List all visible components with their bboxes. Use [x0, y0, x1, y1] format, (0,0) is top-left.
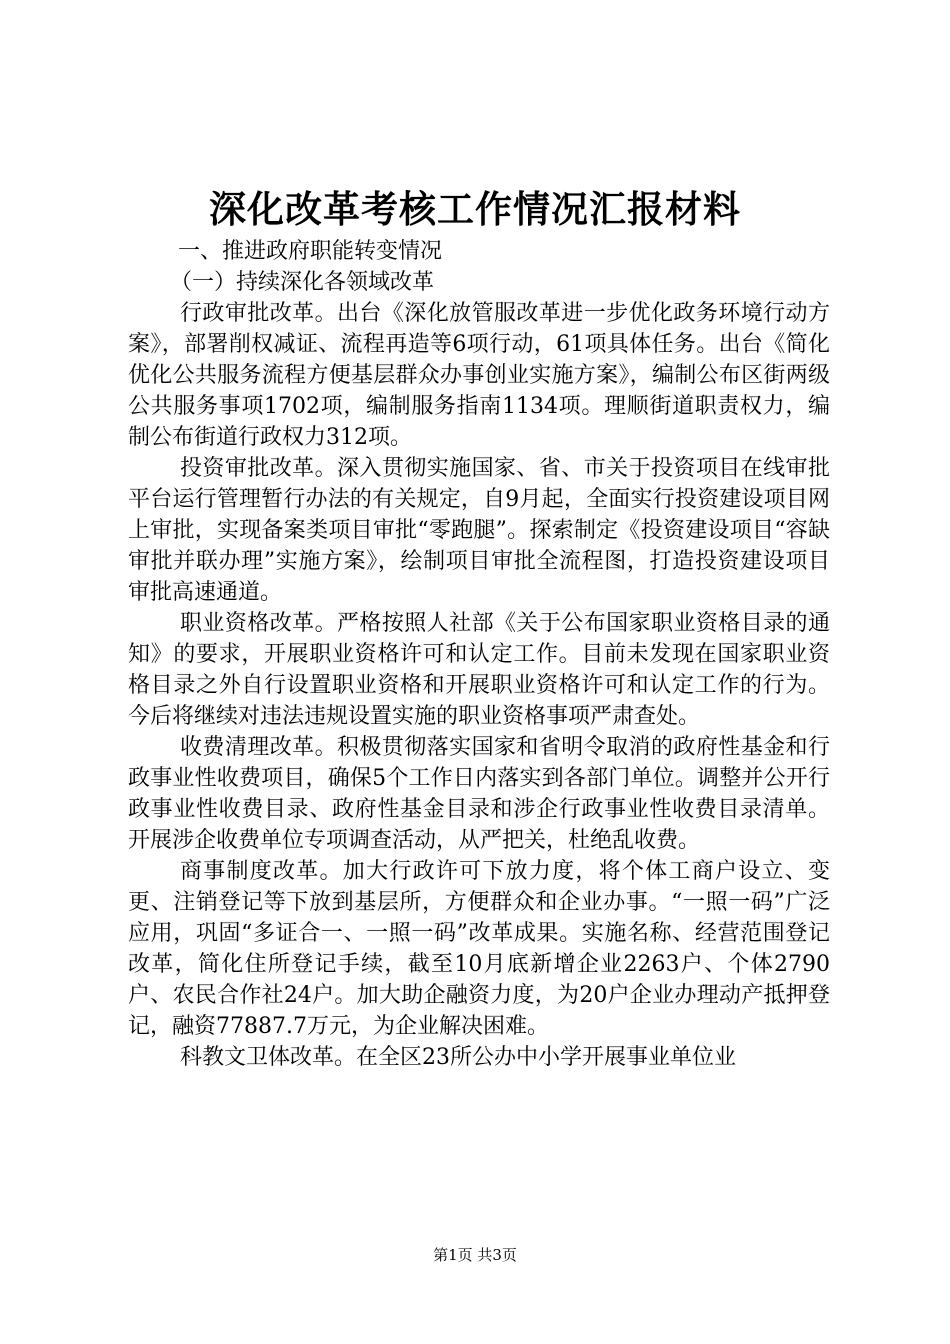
subsection-heading: （一）持续深化各领域改革	[170, 270, 435, 295]
section-heading: 一、推进政府职能转变情况	[178, 239, 443, 264]
paragraph-commercial-system: 商事制度改革。加大行政许可下放力度，将个体工商户设立、变更、注销登记等下放到基层所，方便群众和企业办事。“一照一码”广泛应用，巩固“多证合一、一照一码”改革成果。实施名称、经营范围登记改革，简化住所登记手续，截至10月底新增企业2263户、个体2790户、农民合作社24户。加大助企融资力度，为20户企业办理动产抵押登记，融资77887.7万元，为企业解决困难。	[128, 859, 830, 1039]
paragraph-professional-qualification: 职业资格改革。严格按照人社部《关于公布国家职业资格目录的通知》的要求，开展职业资格许可和认定工作。目前未发现在国家职业资格目录之外自行设置职业资格和开展职业资格许可和认定工作的行为。今后将继续对违法违规设置实施的职业资格事项严肃查处。	[128, 611, 830, 729]
paragraph-administrative-approval: 行政审批改革。出台《深化放管服改革进一步优化政务环境行动方案》，部署削权减证、流程再造等6项行动，61项具体任务。出台《简化优化公共服务流程方便基层群众办事创业实施方案》，编制公布区街两级公共服务事项1702项，编制服务指南1134项。理顺街道职责权力，编制公布街道行政权力312项。	[128, 301, 830, 450]
page-footer: 第1页 共3页	[433, 1246, 517, 1264]
paragraph-fee-clearance: 收费清理改革。积极贯彻落实国家和省明令取消的政府性基金和行政事业性收费项目，确保5个工作日内落实到各部门单位。调整并公开行政事业性收费目录、政府性基金目录和涉企行政事业性收费目录清单。开展涉企收费单位专项调查活动，从严把关，杜绝乱收费。	[128, 735, 830, 853]
paragraph-science-education: 科教文卫体改革。在全区23所公办中小学开展事业单位业	[180, 1045, 736, 1070]
document-body	[128, 236, 830, 1073]
document-title: 深化改革考核工作情况汇报材料	[209, 187, 741, 231]
paragraph-investment-approval: 投资审批改革。深入贯彻实施国家、省、市关于投资项目在线审批平台运行管理暂行办法的有关规定，自9月起，全面实行投资建设项目网上审批，实现备案类项目审批“零跑腿”。探索制定《投资建设项目“容缺审批并联办理”实施方案》，绘制项目审批全流程图，打造投资建设项目审批高速通道。	[128, 456, 830, 605]
